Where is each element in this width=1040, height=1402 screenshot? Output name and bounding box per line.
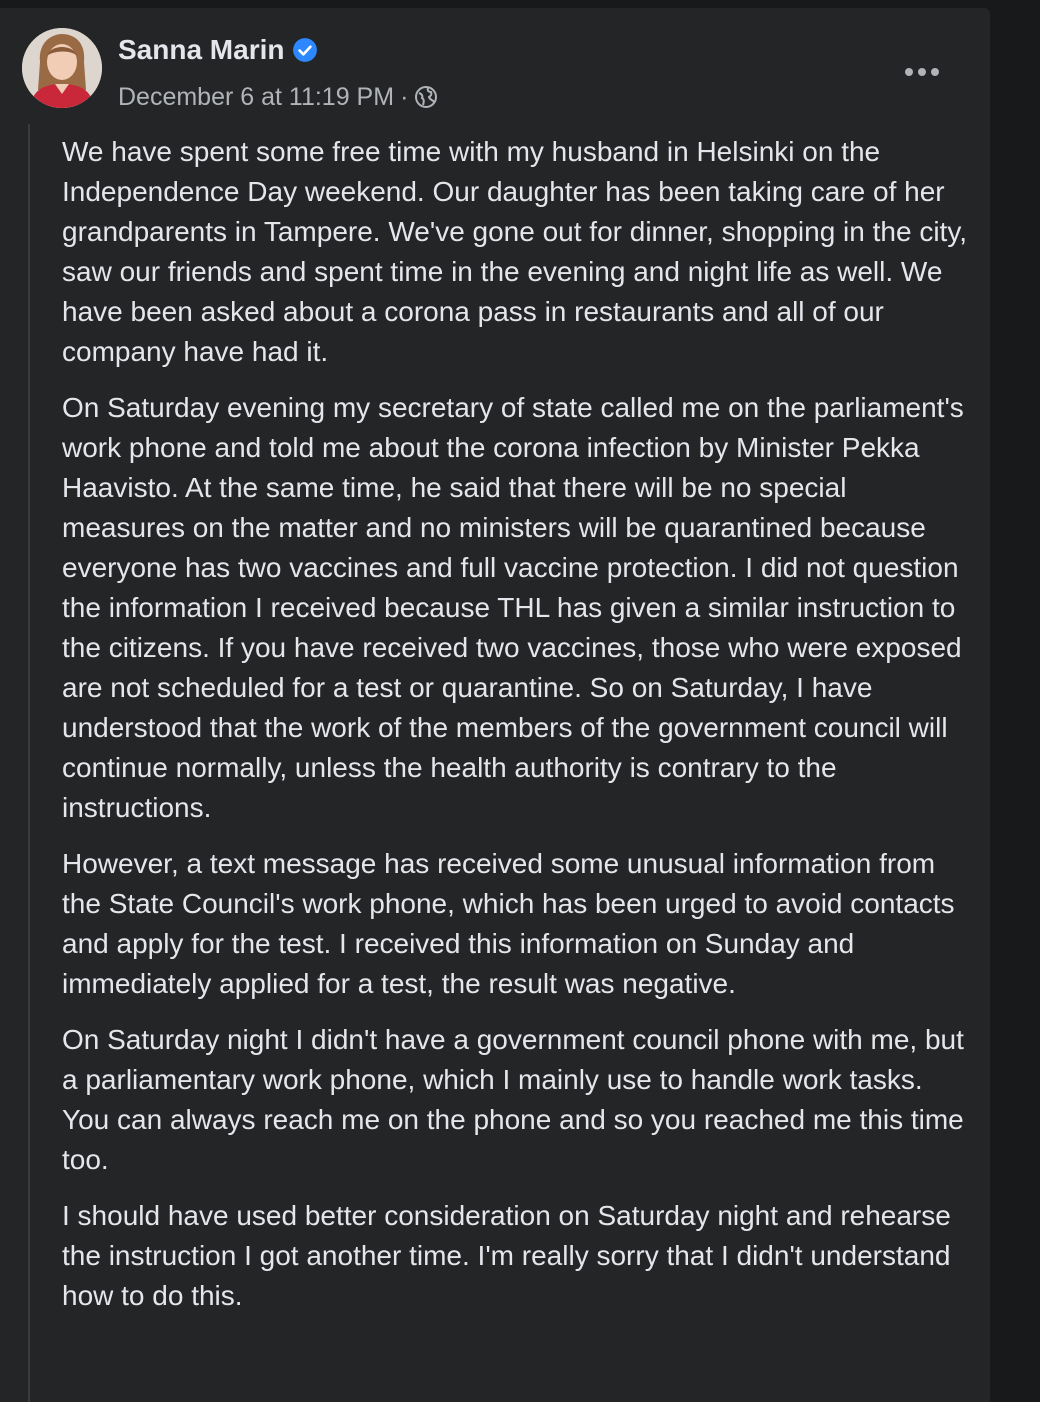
- meta-separator: ·: [400, 82, 409, 111]
- ellipsis-icon: [904, 67, 940, 77]
- globe-icon[interactable]: [414, 85, 438, 109]
- more-options-button[interactable]: [898, 50, 946, 94]
- profile-photo-icon: [22, 28, 102, 108]
- post-divider-line: [28, 124, 30, 1402]
- post-body: [62, 132, 974, 1332]
- avatar[interactable]: [22, 28, 102, 108]
- post-paragraph: On Saturday night I didn't have a government council phone with me, but a parliamentary work phone, which I mainly use to handle work tasks. You can always reach me on the phone and so you reached me this time too.: [62, 1024, 964, 1175]
- author-row: [118, 30, 318, 70]
- post-paragraph: On Saturday evening my secretary of state called me on the parliament's work phone and told me about the corona infection by Minister Pekka Haavisto. At the same time, he said that there will be no special measures on the matter and no ministers will be quarantined because everyone has two vaccines and full vaccine protection. I did not question the information I received because THL has given a similar instruction to the citizens. If you have received two vaccines, those who were exposed are not scheduled for a test or quarantine. So on Saturday, I have understood that the work of the members of the government council will continue normally, unless the health authority is contrary to the instructions.: [62, 392, 964, 823]
- post-paragraph: However, a text message has received some unusual information from the State Council's work phone, which has been urged to avoid contacts and apply for the test. I received this information on Sunday and immediately applied for a test, the result was negative.: [62, 848, 955, 999]
- post-timestamp[interactable]: December 6 at 11:19 PM: [118, 82, 395, 111]
- post-paragraph: I should have used better consideration on Saturday night and rehearse the instruction I got another time. I'm really sorry that I didn't understand how to do this.: [62, 1200, 951, 1311]
- author-name[interactable]: Sanna Marin: [118, 34, 285, 65]
- facebook-post: [0, 8, 990, 1402]
- post-meta: [118, 80, 438, 114]
- post-paragraph: We have spent some free time with my husband in Helsinki on the Independence Day weekend. Our daughter has been taking care of her grandparents in Tampere. We've gone out for dinner, shopping in the city, saw our friends and spent time in the evening and night life as well. We have been asked about a corona pass in restaurants and all of our company have had it.: [62, 136, 968, 367]
- verified-badge-icon: [292, 37, 318, 63]
